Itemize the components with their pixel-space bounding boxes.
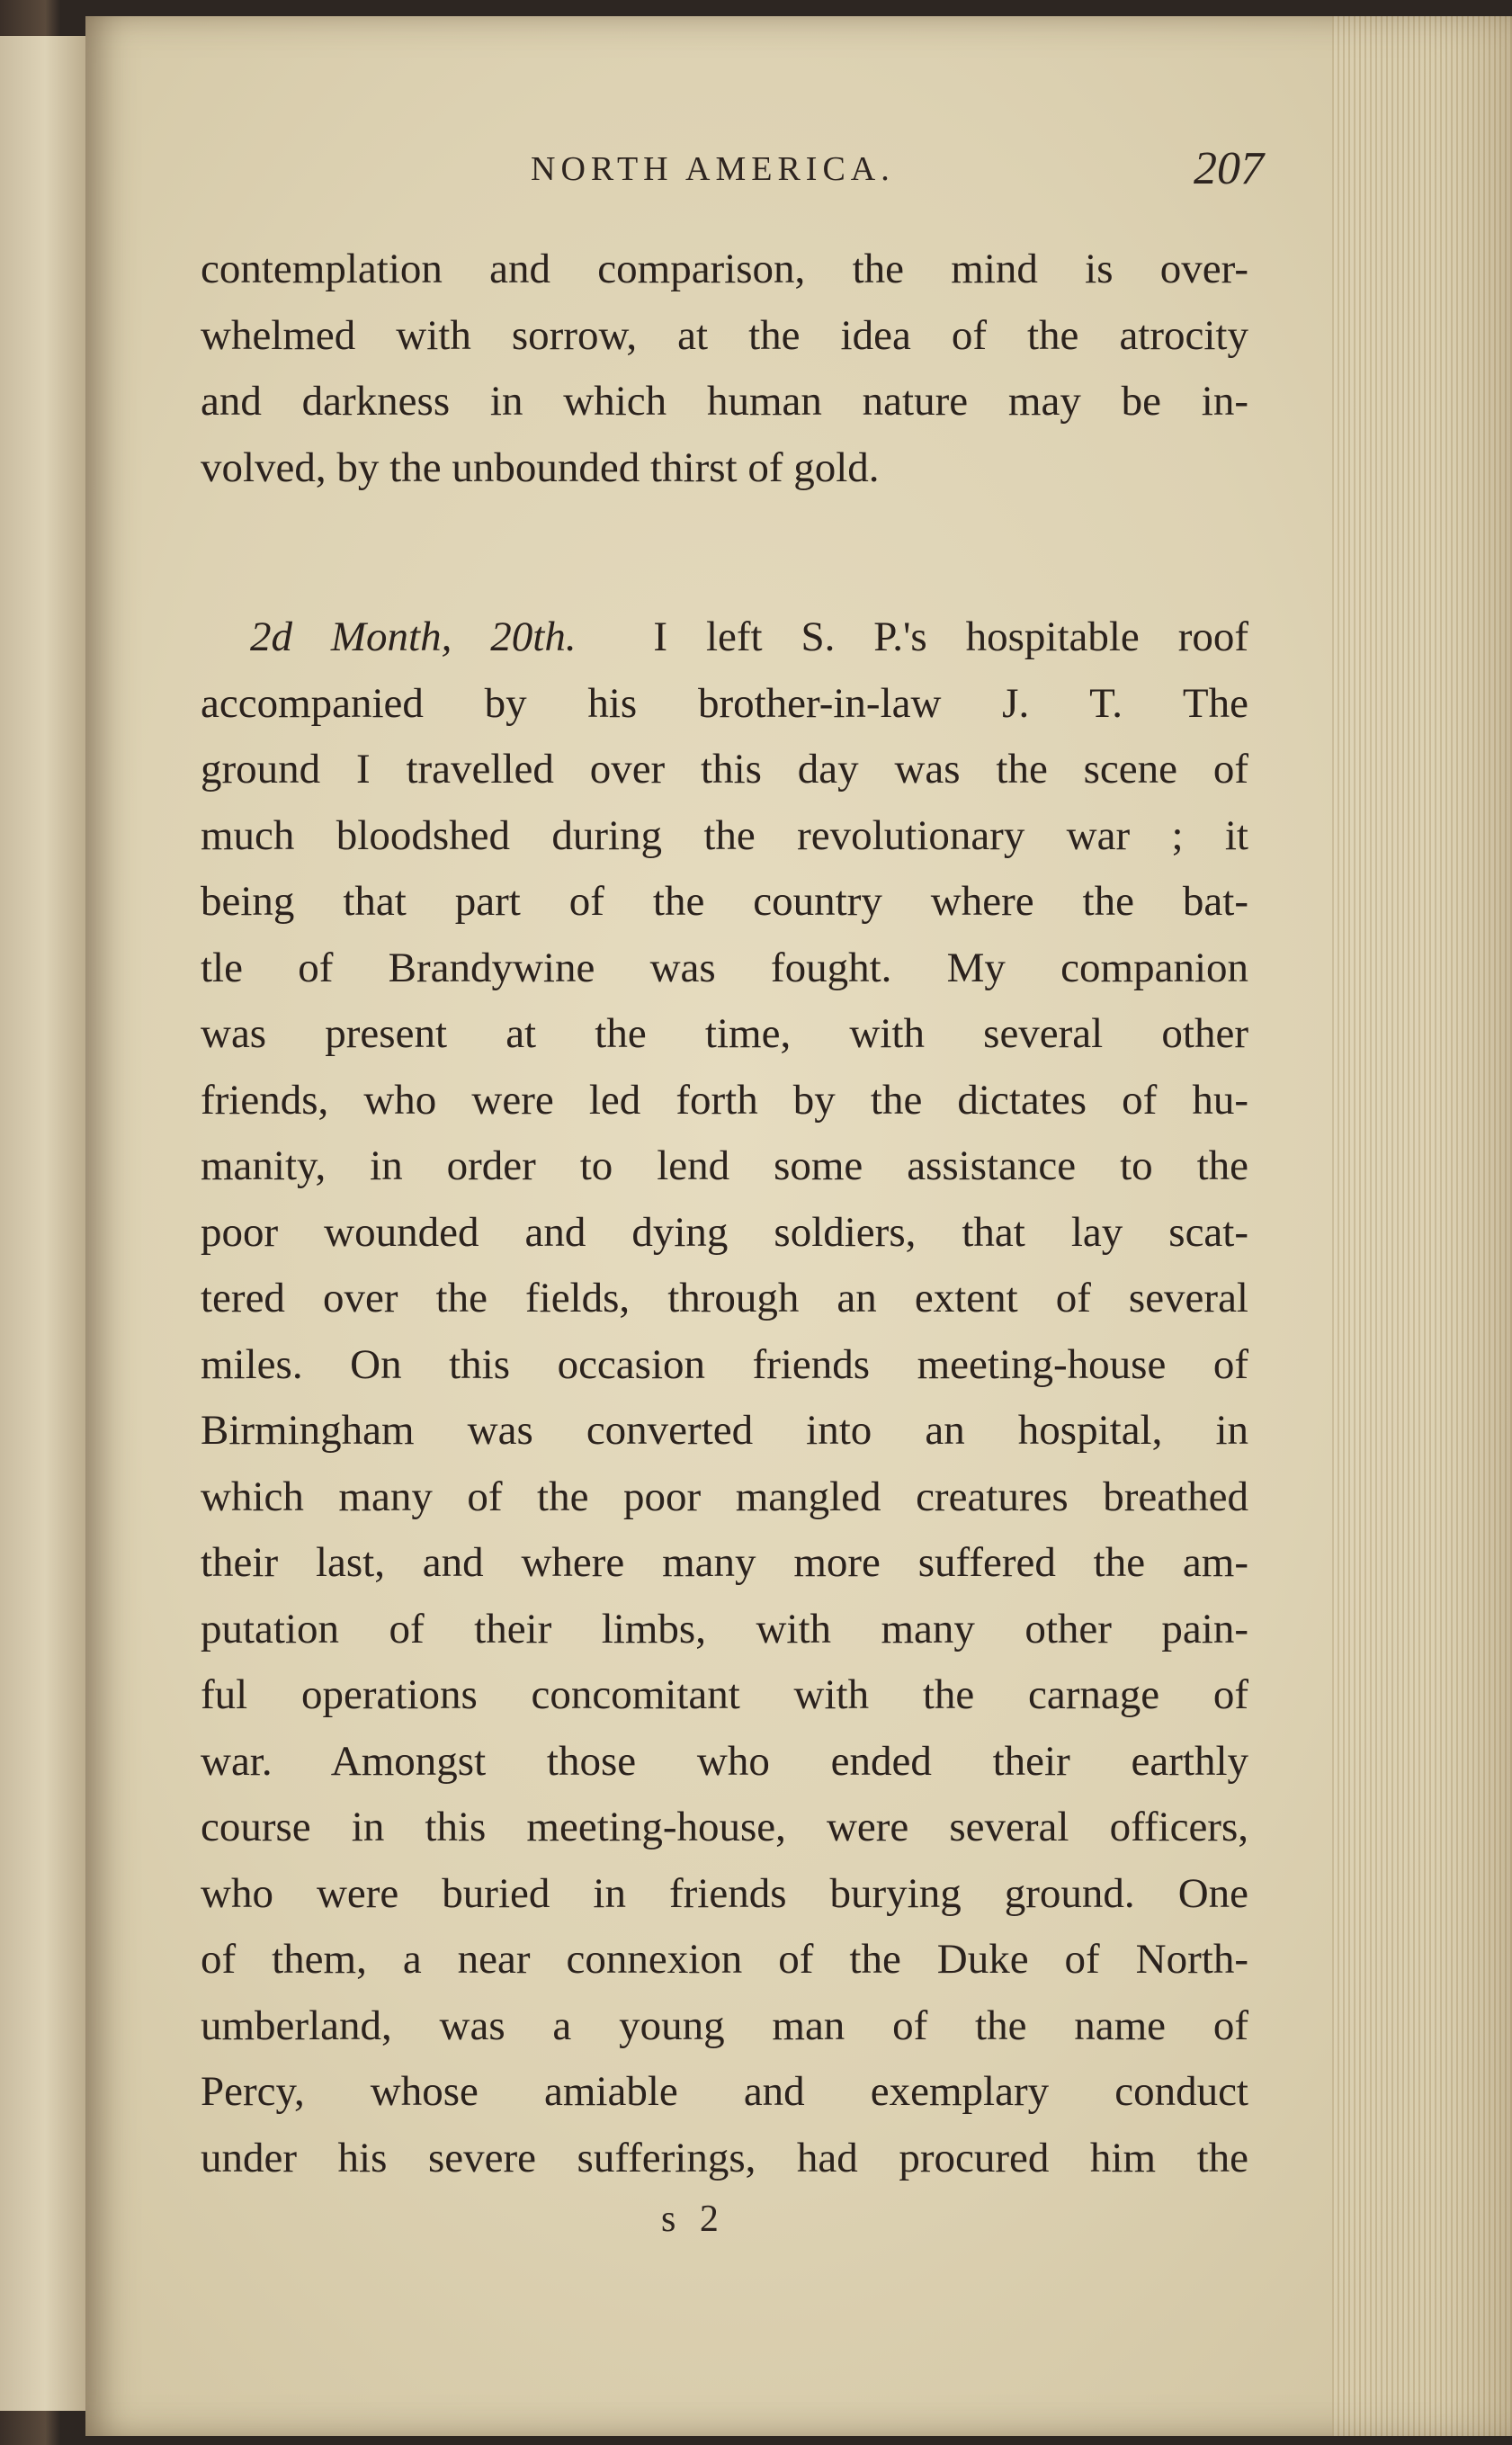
text-line: being that part of the country where the bat- <box>201 878 1248 925</box>
running-title: NORTH AMERICA. <box>531 150 895 188</box>
page-number: 207 <box>1194 143 1264 194</box>
entry-date: 2d Month, 20th. <box>250 613 577 660</box>
text-line: their last, and where many more suffered the am- <box>201 1539 1248 1586</box>
page-header <box>445 142 1264 196</box>
paragraph-2 <box>201 605 1248 2191</box>
signature-mark: s 2 <box>661 2199 726 2240</box>
text-line: which many of the poor mangled creatures breathed <box>201 1473 1248 1520</box>
first-line-text: I left S. P.'s hospitable roof <box>653 613 1248 660</box>
paragraph-1 <box>201 237 1248 501</box>
text-line: who were buried in friends burying ground. One <box>201 1869 1248 1917</box>
text-line: umberland, was a young man of the name of <box>201 2002 1248 2049</box>
text-line: of them, a near connexion of the Duke of North- <box>201 1936 1248 1983</box>
text-line: volved, by the unbounded thirst of gold. <box>201 443 880 491</box>
text-line: much bloodshed during the revolutionary war ; it <box>201 811 1248 859</box>
text-line-first <box>201 605 1248 671</box>
text-line: ground I travelled over this day was the scene of <box>201 746 1248 793</box>
page-fore-edge <box>1332 16 1512 2436</box>
text-line: accompanied by his brother-in-law J. T. The <box>201 679 1248 727</box>
paragraph-gap <box>201 501 1248 605</box>
body-text <box>201 237 1248 2191</box>
text-line: ful operations concomitant with the carnage of <box>201 1671 1248 1718</box>
text-line: contemplation and comparison, the mind is over- <box>201 246 1248 292</box>
text-line: miles. On this occasion friends meeting-house of <box>201 1340 1248 1388</box>
text-line: putation of their limbs, with many other pain- <box>201 1605 1248 1652</box>
text-line: war. Amongst those who ended their earthly <box>201 1737 1248 1785</box>
text-line: friends, who were led forth by the dictates of hu- <box>201 1076 1248 1124</box>
text-line: course in this meeting-house, were several officers, <box>201 1804 1248 1850</box>
text-line: poor wounded and dying soldiers, that lay scat- <box>201 1208 1248 1256</box>
text-line: was present at the time, with several other <box>201 1010 1248 1057</box>
book-page <box>85 16 1512 2436</box>
text-line: and darkness in which human nature may be in- <box>201 378 1248 425</box>
facing-page-edge <box>0 36 93 2411</box>
text-line: tered over the fields, through an extent of several <box>201 1275 1248 1321</box>
text-line: manity, in order to lend some assistance to the <box>201 1142 1248 1189</box>
text-line: Birmingham was converted into an hospital, in <box>201 1407 1248 1454</box>
text-line: under his severe sufferings, had procured him the <box>201 2134 1248 2181</box>
text-line: tle of Brandywine was fought. My companion <box>201 944 1248 991</box>
text-line: Percy, whose amiable and exemplary conduct <box>201 2068 1248 2115</box>
text-line: whelmed with sorrow, at the idea of the atrocity <box>201 311 1248 359</box>
